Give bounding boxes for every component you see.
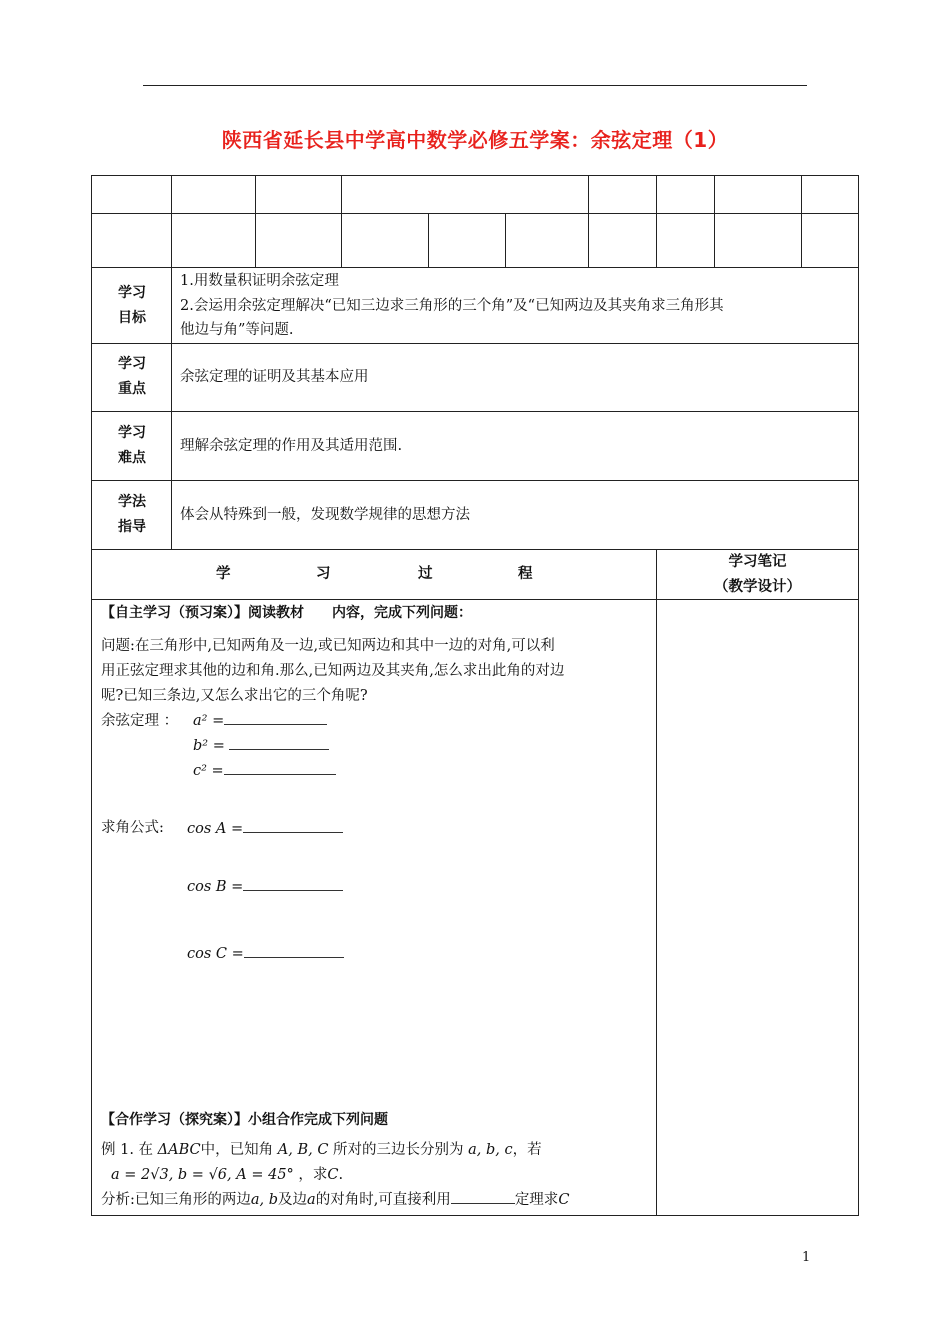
difficulties-label: 学习 难点 bbox=[118, 425, 146, 466]
goals-line-1: 1.用数量积证明余弦定理 bbox=[180, 273, 339, 289]
question-line-1: 问题:在三角形中,已知两角及一边,或已知两边和其中一边的对角,可以利 bbox=[101, 638, 555, 654]
method-label: 学法 指导 bbox=[118, 494, 146, 535]
goals-label: 学习 目标 bbox=[118, 285, 146, 326]
process-header-char: 习 bbox=[316, 566, 331, 582]
page-title: 陕西省延长县中学高中数学必修五学案：余弦定理（1） bbox=[221, 128, 729, 152]
key-points-label: 学习 重点 bbox=[118, 356, 146, 397]
angle-formula-label: 求角公式: bbox=[101, 820, 164, 836]
equation-a-squared: a² = bbox=[193, 709, 327, 734]
row-divider bbox=[91, 213, 859, 214]
row-divider bbox=[91, 480, 859, 481]
answer-blank[interactable] bbox=[224, 760, 336, 775]
answer-blank[interactable] bbox=[229, 735, 329, 750]
goals-line-2: 2.会运用余弦定理解决“已知三边求三角形的三个角”及“已知两边及其夹角求三角形其 bbox=[180, 298, 724, 314]
row-divider bbox=[91, 267, 859, 268]
cell-divider bbox=[801, 175, 802, 267]
answer-blank[interactable] bbox=[451, 1189, 515, 1204]
answer-blank[interactable] bbox=[224, 710, 327, 725]
equation-c-squared: c² = bbox=[193, 759, 336, 784]
question-line-3: 呢?已知三条边,又怎么求出它的三个角呢? bbox=[101, 688, 368, 704]
notes-column-divider bbox=[656, 549, 657, 1216]
cell-divider bbox=[255, 175, 256, 267]
row-divider bbox=[91, 411, 859, 412]
cell-divider bbox=[588, 175, 589, 267]
self-study-heading: 【自主学习（预习案）】阅读教材 内容，完成下列问题： bbox=[101, 605, 472, 621]
cell-divider bbox=[656, 175, 657, 267]
process-header-char: 过 bbox=[418, 566, 433, 582]
analysis-line: 分析:已知三角形的两边a, b及边a的对角时,可直接利用 定理求C bbox=[101, 1188, 569, 1213]
cell-divider bbox=[714, 175, 715, 267]
cosine-law-label: 余弦定理 ： bbox=[101, 713, 179, 729]
key-points-text: 余弦定理的证明及其基本应用 bbox=[180, 369, 369, 385]
cell-divider bbox=[341, 175, 342, 267]
difficulties-text: 理解余弦定理的作用及其适用范围. bbox=[180, 438, 403, 454]
header-rule bbox=[143, 85, 807, 86]
answer-blank[interactable] bbox=[244, 943, 344, 958]
answer-blank[interactable] bbox=[243, 818, 343, 833]
cell-divider bbox=[171, 175, 172, 267]
example-1-line-2: a = 2√3, b = √6, A = 45° ，求C. bbox=[111, 1167, 344, 1183]
equation-b-squared: b² = bbox=[193, 734, 329, 759]
page-number: 1 bbox=[802, 1250, 811, 1265]
answer-blank[interactable] bbox=[243, 876, 343, 891]
cell-divider bbox=[428, 213, 429, 267]
example-1-line-1: 例 1. 在 ΔABC中，已知角 A, B, C 所对的三边长分别为 a, b, c，若 bbox=[101, 1142, 542, 1158]
process-header-char: 学 bbox=[216, 566, 231, 582]
cell-divider bbox=[505, 213, 506, 267]
question-line-2: 用正弦定理求其他的边和角.那么,已知两边及其夹角,怎么求出此角的对边 bbox=[101, 663, 565, 679]
cos-a-formula: cos A = bbox=[187, 817, 343, 842]
cos-b-formula: cos B = bbox=[187, 875, 343, 900]
row-divider bbox=[91, 343, 859, 344]
notes-header: 学习笔记 （教学设计） bbox=[714, 554, 801, 595]
coop-study-heading: 【合作学习（探究案）】小组合作完成下列问题 bbox=[101, 1112, 388, 1128]
cos-c-formula: cos C = bbox=[187, 942, 344, 967]
goals-line-3: 他边与角”等问题. bbox=[180, 322, 294, 338]
method-text: 体会从特殊到一般，发现数学规律的思想方法 bbox=[180, 507, 470, 523]
process-header-char: 程 bbox=[518, 566, 533, 582]
